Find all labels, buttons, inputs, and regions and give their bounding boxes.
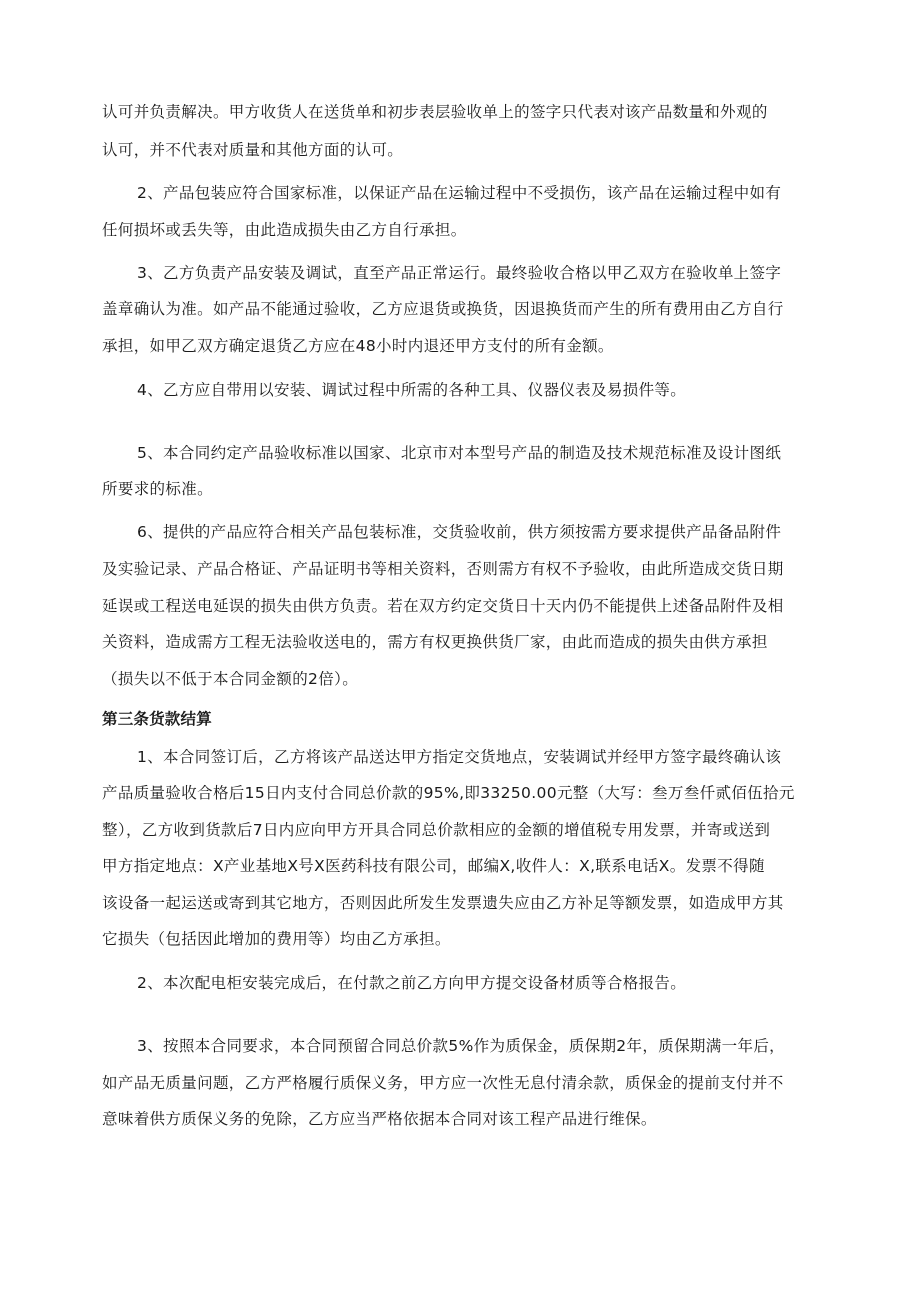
paragraph-line: 承担，如甲乙双方确定退货乙方应在48小时内退还甲方支付的所有金额。 <box>102 337 614 355</box>
clause-4-line: 4、乙方应自带用以安装、调试过程中所需的各种工具、仪器仪表及易损件等。 <box>137 381 687 399</box>
paragraph-line: 整），乙方收到货款后7日内应向甲方开具合同总价款相应的金额的增值税专用发票，并寄或送到 <box>102 821 771 839</box>
paragraph-line: 如产品无质量问题，乙方严格履行质保义务，甲方应一次性无息付清余款，质保金的提前支付并不 <box>102 1074 784 1092</box>
paragraph-line: （损失以不低于本合同金额的2倍）。 <box>102 670 359 688</box>
clause-3-line: 3、乙方负责产品安装及调试，直至产品正常运行。最终验收合格以甲乙双方在验收单上签字 <box>137 264 782 282</box>
paragraph-line: 盖章确认为准。如产品不能通过验收，乙方应退货或换货，因退换货而产生的所有费用由乙方自行 <box>102 300 784 318</box>
paragraph-line: 它损失（包括因此增加的费用等）均由乙方承担。 <box>102 930 451 948</box>
payment-clause-1-line: 1、本合同签订后，乙方将该产品送达甲方指定交货地点，安装调试并经甲方签字最终确认该 <box>137 748 782 766</box>
paragraph-line: 认可并负责解决。甲方收货人在送货单和初步表层验收单上的签字只代表对该产品数量和外观的 <box>102 103 768 121</box>
paragraph-line: 意味着供方质保义务的免除，乙方应当严格依据本合同对该工程产品进行维保。 <box>102 1110 657 1128</box>
paragraph-line: 该设备一起运送或寄到其它地方，否则因此所发生发票遗失应由乙方补足等额发票，如造成甲方其 <box>102 894 784 912</box>
clause-6-line: 6、提供的产品应符合相关产品包装标准，交货验收前，供方须按需方要求提供产品备品附件 <box>137 523 782 541</box>
clause-5-line: 5、本合同约定产品验收标准以国家、北京市对本型号产品的制造及技术规范标准及设计图纸 <box>137 444 782 462</box>
paragraph-line: 任何损坏或丢失等，由此造成损失由乙方自行承担。 <box>102 221 467 239</box>
payment-clause-3-line: 3、按照本合同要求，本合同预留合同总价款5%作为质保金，质保期2年，质保期满一年后， <box>137 1037 786 1055</box>
paragraph-line: 认可，并不代表对质量和其他方面的认可。 <box>102 141 404 159</box>
paragraph-line: 产品质量验收合格后15日内支付合同总价款的95%,即33250.00元整（大写：叁万叁仟贰佰伍拾元 <box>102 784 795 802</box>
paragraph-line: 甲方指定地点：X产业基地X号X医药科技有限公司，邮编X,收件人：X,联系电话X。发票不得随 <box>102 857 765 875</box>
clause-2-line: 2、产品包装应符合国家标准，以保证产品在运输过程中不受损伤，该产品在运输过程中如有 <box>137 184 782 202</box>
paragraph-line: 及实验记录、产品合格证、产品证明书等相关资料，否则需方有权不予验收，由此所造成交货日期 <box>102 560 784 578</box>
paragraph-line: 关资料，造成需方工程无法验收送电的，需方有权更换供货厂家，由此而造成的损失由供方承担 <box>102 633 768 651</box>
section-heading: 第三条货款结算 <box>102 710 212 728</box>
paragraph-line: 所要求的标准。 <box>102 480 213 498</box>
paragraph-line: 延误或工程送电延误的损失由供方负责。若在双方约定交货日十天内仍不能提供上述备品附件及相 <box>102 597 784 615</box>
payment-clause-2-line: 2、本次配电柜安装完成后，在付款之前乙方向甲方提交设备材质等合格报告。 <box>137 974 687 992</box>
